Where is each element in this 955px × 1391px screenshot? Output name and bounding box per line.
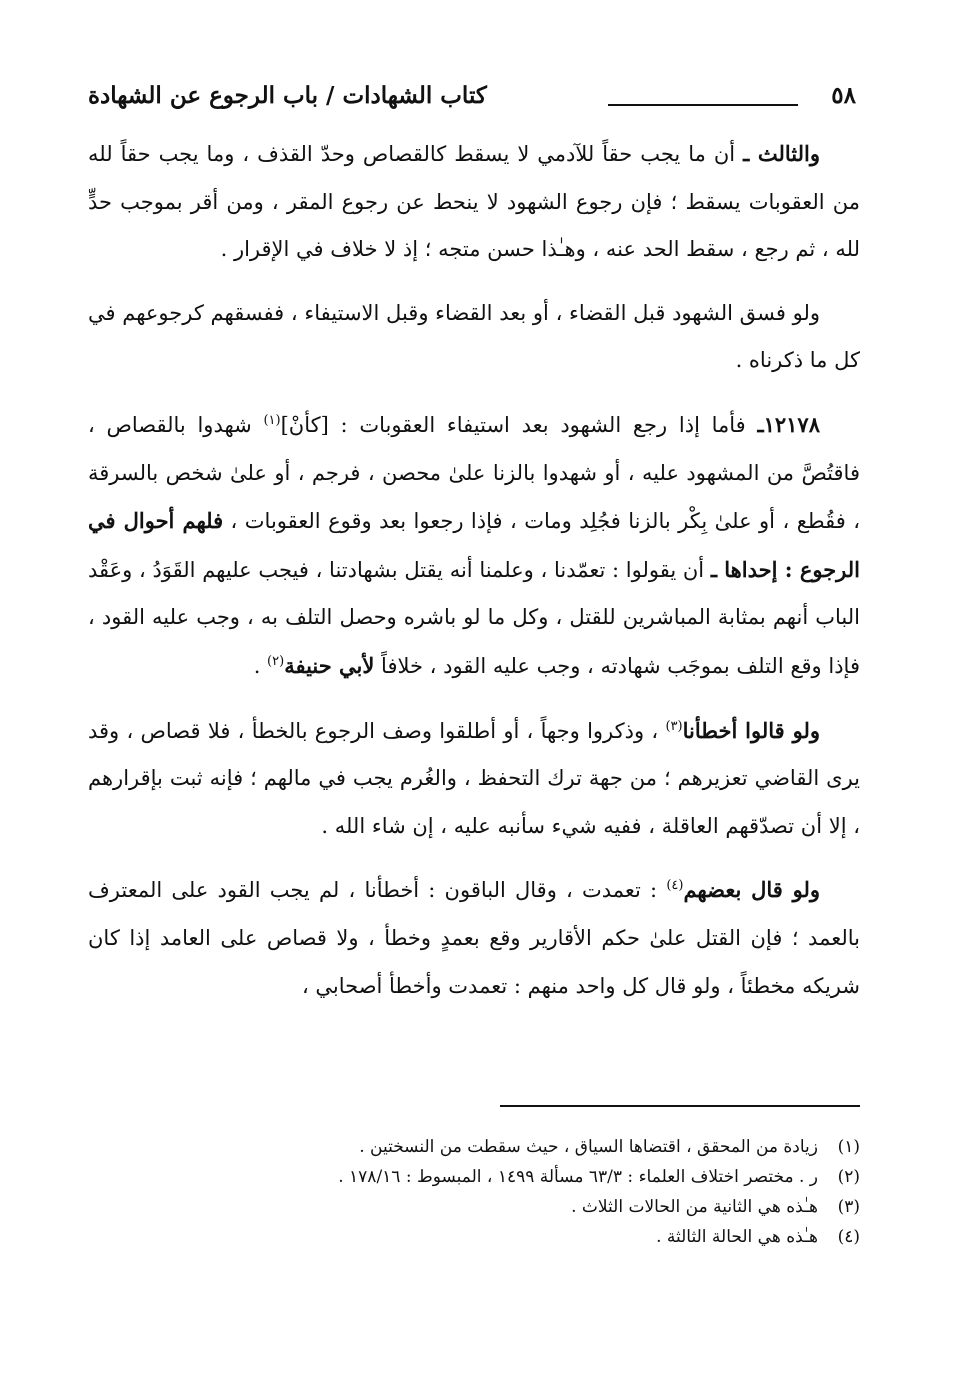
header-rule: [608, 104, 798, 106]
paragraph-fisq: [88, 290, 860, 385]
footnote-text: زيادة من المحقق ، اقتضاها السياق ، حيث سقطت من النسختين .: [359, 1137, 818, 1157]
page-number: ٥٨: [831, 82, 856, 109]
footnote-number: (٤): [837, 1227, 860, 1247]
paragraph-some: [88, 866, 860, 1010]
footnote-ref-3: (٣): [665, 718, 683, 734]
paragraph-text: ، وذكروا وجهاً ، أو أطلقوا وصف الرجوع بالخطأ ، فلا قصاص ، وقد يرى القاضي تعزيرهم ؛ من جهة ترك التحفظ ، والغُرم يجب في مالهم ؛ فإنه ثبت بإقرارهم ، إلا أن تصدّقهم العاقلة ، ففيه شيء سأنبه عليه ، إن شاء الله .: [88, 718, 860, 838]
main-text: [88, 130, 860, 1026]
bold-name: لأبي حنيفة: [284, 652, 375, 678]
footnote-number: (٣): [837, 1197, 860, 1217]
paragraph-text: أن يقولوا : تعمّدنا ، وعلمنا أنه يقتل بشهادتنا ، فيجب عليهم القَوَدُ ، وعَقْد الباب أنهم بمثابة المباشرين للقتل ، وكل ما لو باشره وحصل التلف به ، وجب عليه القود ، فإذا وقع التلف بموجَب شهادته ، وجب عليه القود ، خلافاً: [88, 557, 860, 678]
footnote-text: هـٰذه هي الحالة الثالثة .: [656, 1227, 818, 1247]
paragraph-text: شهدوا بالقصاص ، فاقتُصَّ من المشهود عليه ، أو شهدوا بالزنا علىٰ محصن ، فرجم ، أو علىٰ شخص بالسرقة ، فقُطع ، أو علىٰ بِكْر بالزنا فجُلِد ومات ، فإذا رجعوا بعد وقوع العقوبات ،: [88, 412, 860, 534]
footnote-rule: [500, 1105, 860, 1107]
paragraph-lead: والثالث ـ: [743, 141, 821, 166]
footnote-text: ر . مختصر اختلاف العلماء : ٦٣/٣ مسألة ١٤٩٩ ، المبسوط : ١٧٨/١٦ .: [338, 1167, 818, 1187]
running-title: كتاب الشهادات / باب الرجوع عن الشهادة: [88, 82, 487, 109]
footnote-ref-2: (٢): [267, 653, 285, 669]
paragraph-text: .: [253, 653, 268, 678]
footnote-text: هـٰذه هي الثانية من الحالات الثلاث .: [571, 1197, 818, 1217]
footnote-ref-4: (٤): [666, 878, 684, 894]
footnote: [170, 1162, 860, 1192]
paragraph-text: : تعمدت ، وقال الباقون : أخطأنا ، لم يجب القود على المعترف بالعمد ؛ فإن القتل علىٰ حكم الأقارير وقع بعمدٍ وخطأ ، ولا قصاص على العامد إذا كان شريكه مخطئاً ، ولو قال كل واحد منهم : تعمدت وأخطأ أصحابي ،: [88, 878, 860, 998]
paragraph-text: ولو فسق الشهود قبل القضاء ، أو بعد القضاء وقبل الاستيفاء ، ففسقهم كرجوعهم في كل ما ذكرناه .: [88, 300, 860, 373]
paragraph-12178: [88, 401, 860, 691]
page-header: [88, 82, 856, 122]
paragraph-text: أن ما يجب حقاً للآدمي لا يسقط كالقصاص وحدّ القذف ، وما يجب حقاً لله من العقوبات يسقط ؛ فإن رجوع الشهود لا ينحط عن رجوع المقر ، ومن أقر بموجب حدٍّ لله ، ثم رجع ، سقط الحد عنه ، وهـٰذا حسن متجه ؛ إذ لا خلاف في الإقرار .: [88, 142, 860, 262]
footnote-number: (٢): [837, 1167, 860, 1187]
bold-phrase: فلهم أحوال في الرجوع : إحداها ـ: [88, 508, 860, 582]
footnote: [170, 1222, 860, 1252]
paragraph-mistake: [88, 707, 860, 851]
paragraph-text: فأما إذا رجع الشهود بعد استيفاء العقوبات : [كأنْ]: [280, 412, 758, 437]
paragraph-third-case: [88, 130, 860, 274]
footnote: [170, 1132, 860, 1162]
footnote-ref-1: (١): [263, 412, 281, 428]
paragraph-lead: ولو قال بعضهم: [683, 877, 820, 903]
section-number: ١٢١٧٨ـ: [757, 411, 820, 437]
paragraph-lead: ولو قالوا أخطأنا: [682, 717, 820, 743]
footnote: [170, 1192, 860, 1222]
footnote-number: (١): [837, 1137, 860, 1157]
footnotes: [170, 1132, 860, 1252]
